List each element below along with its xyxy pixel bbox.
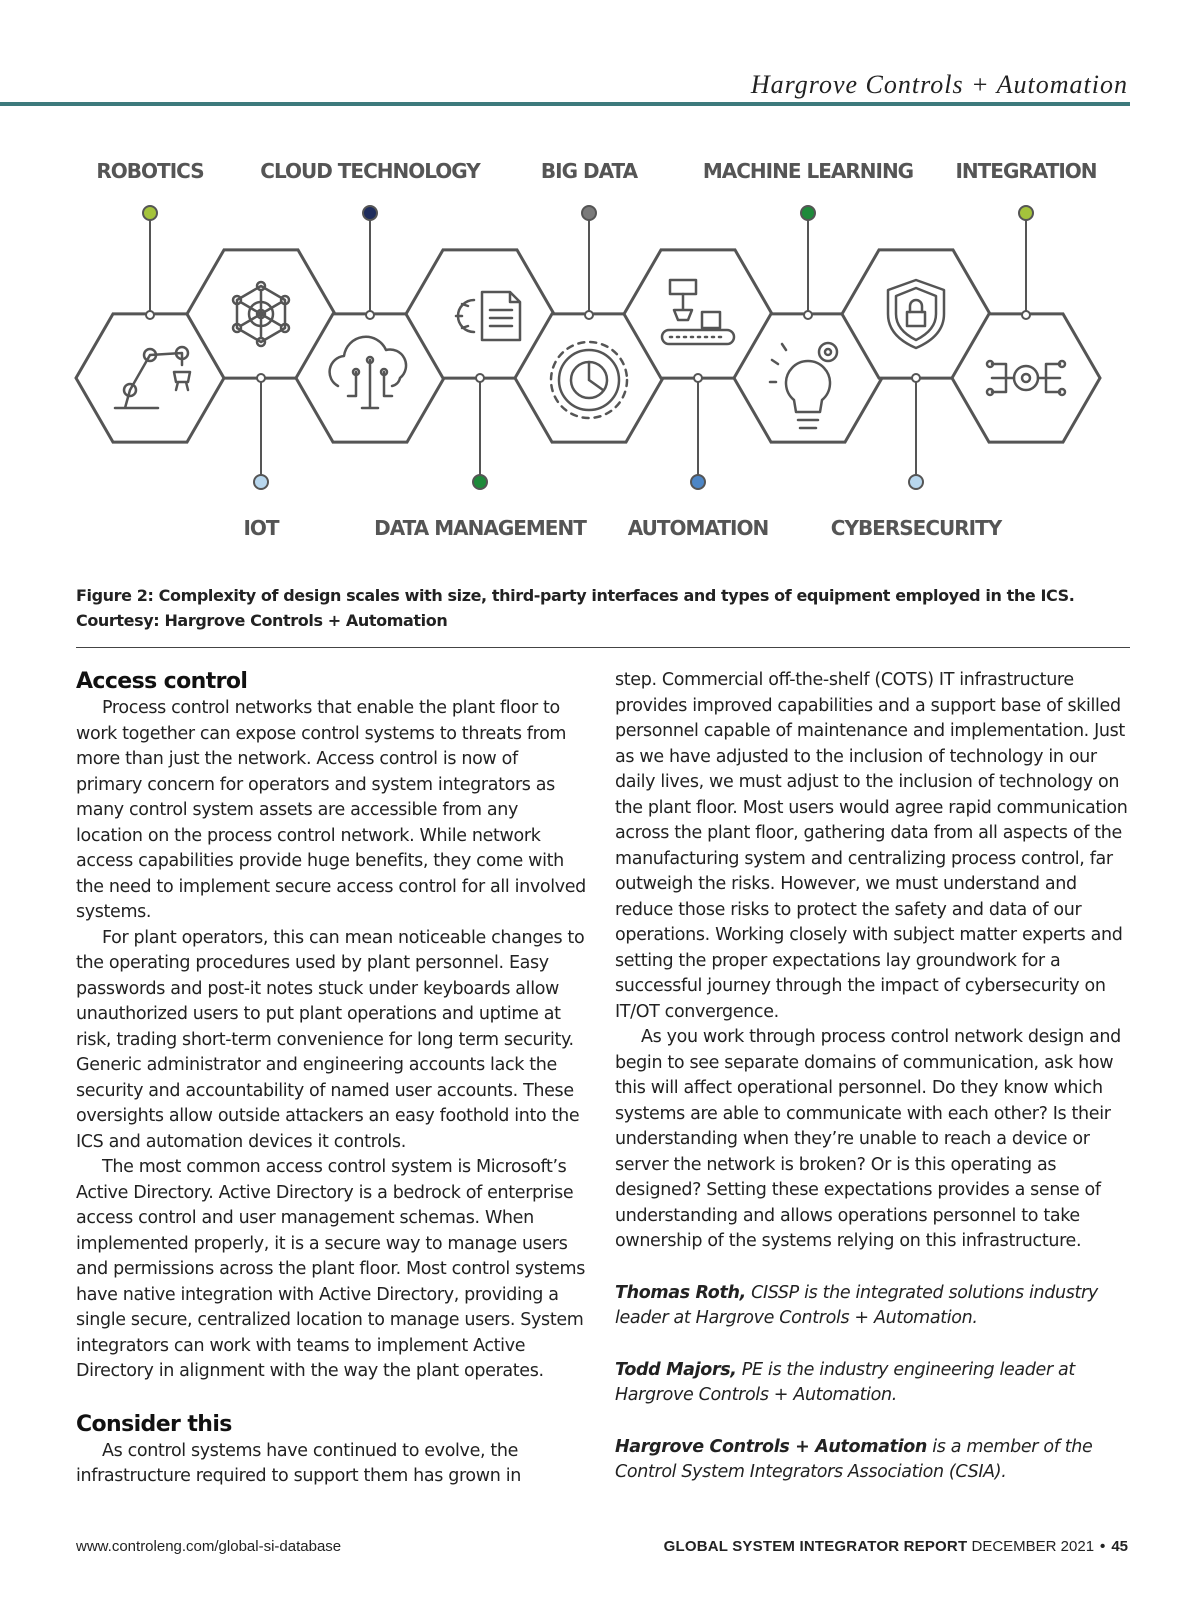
author-bio-thomas-roth: Thomas Roth, CISSP is the integrated solutions industry leader at Hargrove Controls + Automation. [615, 1282, 1098, 1328]
author-name: Thomas Roth, [615, 1282, 746, 1303]
footer-separator: • [1100, 1538, 1106, 1555]
paragraph: As control systems have continued to evolve, the infrastructure required to support them has grown in [76, 1440, 521, 1486]
dot-cybersecurity [909, 475, 923, 489]
footer-url[interactable]: www.controleng.com/global-si-database [76, 1538, 342, 1555]
left-column [76, 668, 586, 1490]
label-automation: AUTOMATION [627, 516, 769, 540]
node-data-management [476, 374, 484, 382]
node-cloud-technology [366, 311, 374, 319]
dot-big-data [582, 206, 596, 220]
footer-report-name: GLOBAL SYSTEM INTEGRATOR REPORT [663, 1538, 968, 1555]
label-cloud-technology: CLOUD TECHNOLOGY [260, 159, 480, 183]
dot-automation [691, 475, 705, 489]
hexagon-diagram [70, 150, 1140, 570]
paragraph: step. Commercial off-the-shelf (COTS) IT infrastructure provides improved capabilities and a support base of skilled personnel capable of maintenance and implementation. Just as we have adjusted to the inclusion of technology in our daily lives, we must adjust to the inclusion of technology on the plant floor. Most users would agree rapid communication across the plant floor, gathering data from all aspects of the manufacturing system and centralizing process control, far outweigh the risks. However, we must understand and reduce those risks to protect the safety and data of our operations. Working closely with subject matter experts and setting the proper expectations lay groundwork for a successful journey through the impact of cybersecurity on IT/OT convergence. [615, 670, 1128, 1022]
heading-access-control: Access control [76, 669, 248, 694]
header-rule [0, 102, 1130, 106]
label-machine-learning: MACHINE LEARNING [702, 159, 914, 183]
author-bio-todd-majors: Todd Majors, PE is the industry engineering leader at Hargrove Controls + Automation. [615, 1359, 1075, 1405]
label-data-management: DATA MANAGEMENT [374, 516, 586, 540]
node-automation [694, 374, 702, 382]
footer-date: DECEMBER 2021 [971, 1538, 1095, 1555]
node-robotics [146, 311, 154, 319]
label-cybersecurity: CYBERSECURITY [830, 516, 1002, 540]
caption-line-2: Courtesy: Hargrove Controls + Automation [76, 611, 448, 630]
paragraph: Process control networks that enable the plant floor to work together can expose control systems to threats from more than just the network. Access control is now of primary concern for operators and system integrators as many control system assets are accessible from any location on the process control network. While network access capabilities provide huge benefits, they come with the need to implement secure access control for all involved systems. [76, 698, 586, 922]
footer-folio [664, 1538, 1128, 1555]
dot-integration [1019, 206, 1033, 220]
paragraph: As you work through process control network design and begin to see separate domains of communication, ask how this will affect operational personnel. Do they know which systems are able to communicate with each other? Is their understanding when they’re unable to reach a device or server the network is broken? Or is this operating as designed? Setting these expectations provides a sense of understanding and allows operations personnel to take ownership of the systems relying on this infrastructure. [615, 1027, 1121, 1251]
node-machine-learning [804, 311, 812, 319]
page-number: 45 [1111, 1538, 1128, 1555]
author-name: Todd Majors, [615, 1359, 737, 1380]
label-robotics: ROBOTICS [96, 159, 204, 183]
label-iot: IOT [243, 516, 279, 540]
dot-cloud-technology [363, 206, 377, 220]
dot-machine-learning [801, 206, 815, 220]
heading-consider-this: Consider this [76, 1411, 232, 1437]
node-cybersecurity [912, 374, 920, 382]
caption-rule [76, 647, 1130, 648]
node-iot [257, 374, 265, 382]
paragraph: The most common access control system is Microsoft’s Active Directory. Active Directory is a bedrock of enterprise access control and user management schemas. When implemented properly, it is a secure way to manage users and permissions across the plant floor. Most control systems have native integration with Active Directory, providing a single secure, centralized location to manage users. System integrators can work with teams to implement Active Directory in alignment with the way the plant operates. [76, 1157, 585, 1381]
company-name: Hargrove Controls + Automation [615, 1436, 928, 1457]
dot-data-management [473, 475, 487, 489]
figure-caption [76, 583, 1126, 633]
figure-2 [70, 150, 1140, 570]
node-integration [1022, 311, 1030, 319]
company-bio: Hargrove Controls + Automation is a member of the Control System Integrators Association (CSIA). [615, 1436, 1093, 1482]
right-column [615, 668, 1135, 1486]
dot-iot [254, 475, 268, 489]
label-integration: INTEGRATION [955, 159, 1097, 183]
label-big-data: BIG DATA [540, 159, 638, 183]
paragraph: For plant operators, this can mean noticeable changes to the operating procedures used by plant personnel. Easy passwords and post-it notes stuck under keyboards allow unauthorized users to put plant operations and uptime at risk, trading short-term convenience for long term security. Generic administrator and engineering accounts lack the security and accountability of named user accounts. These oversights allow outside attackers an easy foothold into the ICS and automation devices it controls. [76, 927, 585, 1152]
node-big-data [585, 311, 593, 319]
running-header-title: Hargrove Controls + Automation [750, 70, 1128, 99]
caption-line-1: Figure 2: Complexity of design scales with size, third-party interfaces and types of equipment employed in the ICS. [76, 586, 1075, 605]
dot-robotics [143, 206, 157, 220]
